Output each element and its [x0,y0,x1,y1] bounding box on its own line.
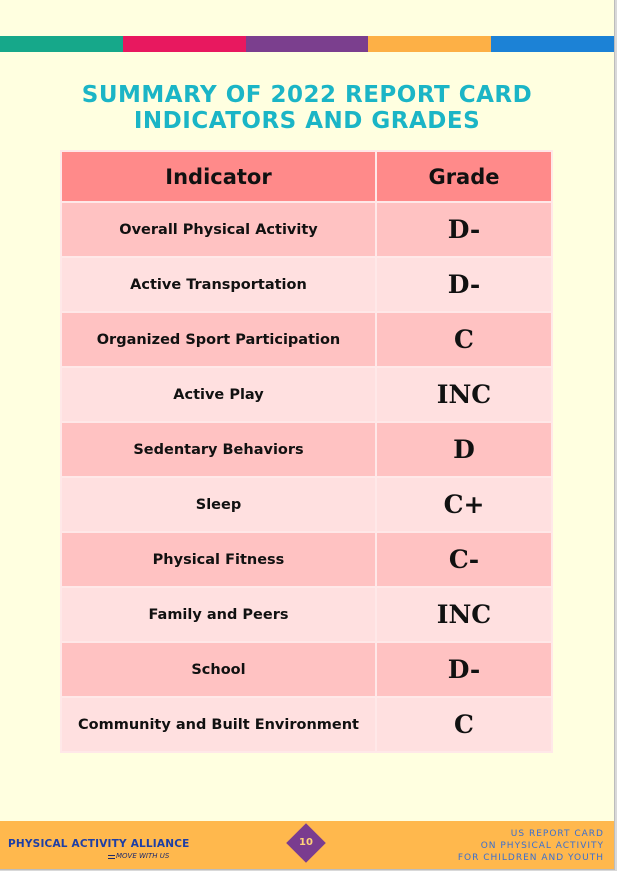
table-row [61,477,552,532]
table-row [61,587,552,642]
grade-cell: INC [376,367,552,422]
grade-cell: D- [376,642,552,697]
table-row [61,367,552,422]
page-footer [0,821,614,869]
indicator-cell: Active Transportation [61,257,376,312]
report-name-line: US REPORT CARD [510,829,604,839]
table-row [61,697,552,752]
grade-cell: D- [376,202,552,257]
stripe-segment [123,36,246,52]
table-row [61,532,552,587]
table-row [61,422,552,477]
indicator-cell: Sleep [61,477,376,532]
grade-cell: C- [376,532,552,587]
title-line: SUMMARY OF 2022 REPORT CARD [81,82,533,108]
grade-cell: C [376,312,552,367]
table-header-row [61,151,552,202]
indicator-cell: Sedentary Behaviors [61,422,376,477]
grade-cell: C+ [376,477,552,532]
table-row [61,202,552,257]
report-name-line: ON PHYSICAL ACTIVITY [480,841,604,851]
stripe-segment [491,36,614,52]
stripe-segment [246,36,369,52]
table-row [61,257,552,312]
indicator-cell: Community and Built Environment [61,697,376,752]
grade-cell: INC [376,587,552,642]
page-title [0,82,614,134]
grade-cell: D [376,422,552,477]
column-header-indicator: Indicator [61,151,376,202]
grade-cell: C [376,697,552,752]
indicator-cell: Active Play [61,367,376,422]
indicator-cell: Organized Sport Participation [61,312,376,367]
grade-cell: D- [376,257,552,312]
brand-name: PHYSICAL ACTIVITY ALLIANCE [8,838,190,850]
indicator-cell: Overall Physical Activity [61,202,376,257]
table-row [61,642,552,697]
color-stripe [0,36,614,52]
page-number: 10 [299,837,313,848]
stripe-segment [368,36,491,52]
report-name [458,828,604,864]
table-row [61,312,552,367]
column-header-grade: Grade [376,151,552,202]
indicator-cell: Physical Fitness [61,532,376,587]
indicator-cell: Family and Peers [61,587,376,642]
stripe-segment [0,36,123,52]
brand-logo [8,838,190,860]
page-number-badge [286,823,326,863]
brand-tagline: MOVE WITH US [116,852,170,860]
indicator-cell: School [61,642,376,697]
title-line: INDICATORS AND GRADES [133,108,481,134]
report-name-line: FOR CHILDREN AND YOUTH [457,853,604,863]
grades-table [60,150,553,753]
